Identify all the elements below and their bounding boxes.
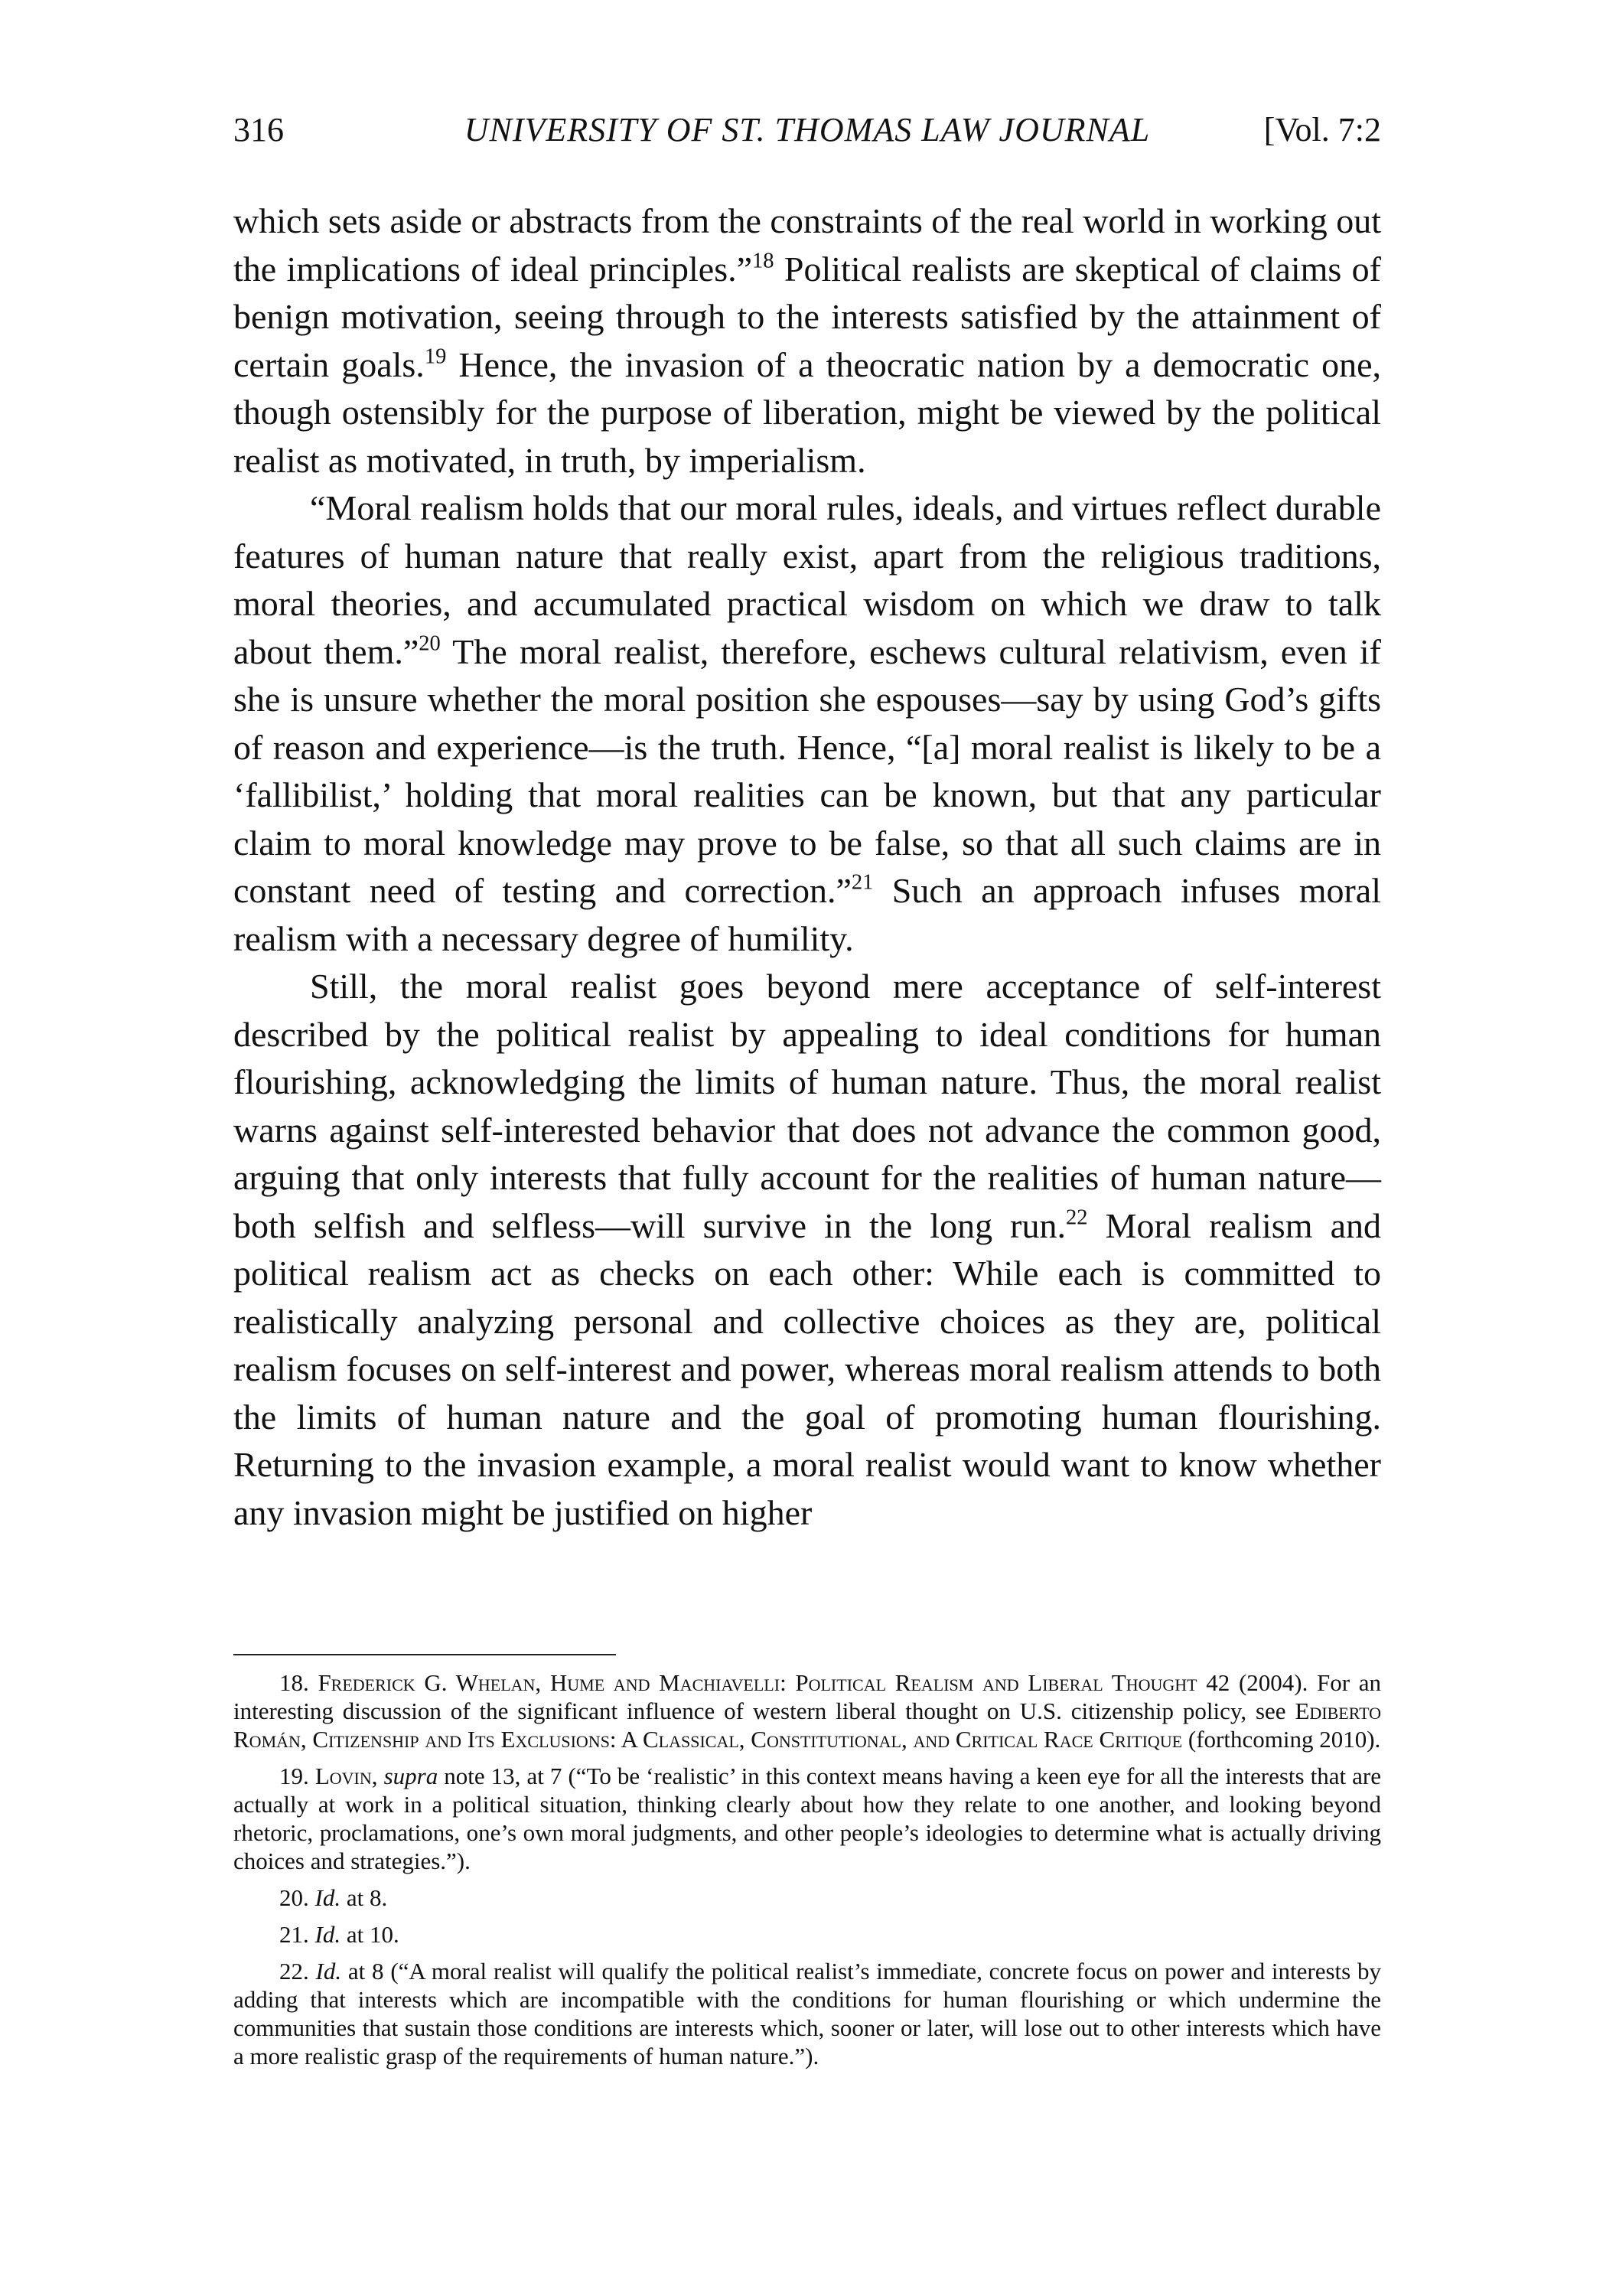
footnote-signal: Id. [314,1921,341,1948]
paragraph-text: The moral realist, therefore, eschews cultural relativism, even if she is unsure whether the moral position she espouses—say by using God’s gifts of reason and experience—is the truth. Hence, “[a] moral realist is likely to be a ‘fallibilist,’ holding that moral realities can be known, but that any particular claim to moral knowledge may prove to be false, so that all such claims are in constant need of testing and correction.” [233,631,1381,910]
footnote-punct: , [535,1669,550,1696]
footnote-author: Ediberto Román [233,1698,1381,1753]
footnotes [233,1668,1381,2079]
volume-label: [Vol. 7:2 [1263,111,1381,148]
paragraph-text: Hence, the invasion of a theocratic nation by a democratic one, though ostensibly for the purpose of liberation, might be viewed by the political realist as motivated, in truth, by imperialism. [233,344,1381,480]
paragraph-text: Moral realism and political realism act as checks on each other: While each is committed to realistically analyzing personal and collective choices as they are, political realism focuses on self-interest and power, whereas moral realism attends to both the limits of human nature and the goal of promoting human flourishing. Returning to the invasion example, a moral realist would want to know whether any invasion might be justified on higher [233,1205,1381,1532]
footnote-19 [233,1762,1381,1875]
journal-title: UNIVERSITY OF ST. THOMAS LAW JOURNAL [464,111,1151,148]
footnote-divider [233,1654,616,1655]
footnote-number: 19. [279,1763,309,1789]
footnote-number: 21. [279,1921,309,1948]
running-header [233,107,1381,153]
footnote-number: 18. [279,1669,309,1696]
footnote-punct: , [371,1763,384,1789]
footnote-text: 42 (2004). For an interesting discussion of the significant influence of western liberal thought on U.S. citizenship policy, see [233,1669,1382,1724]
paragraph-text: Such an approach infuses moral realism with a necessary degree of humility. [233,871,1381,958]
footnote-signal: Id. [314,1884,341,1911]
footnote-ref: 18 [752,248,774,272]
footnote-author: Lovin [314,1763,372,1789]
footnote-text: at 8 (“A moral realist will qualify the political realist’s immediate, concrete focus on power and interests by adding that interests which are incompatible with the conditions for human flourishing or which undermine the communities that sustain those conditions are interests which, sooner or later, will lose out to other interests which have a more realistic grasp of the requirements of human nature.”). [233,1958,1381,2069]
page-number: 316 [233,111,284,148]
footnote-text: note 13, at 7 (“To be ‘realistic’ in this context means having a keen eye for all the interests that are actually at work in a political situation, thinking clearly about how they relate to one another, and looking beyond rhetoric, proclamations, one’s own moral judgments, and other people’s ideologies to determine what is actually driving choices and strategies.”). [233,1763,1382,1874]
footnote-ref: 19 [424,344,447,368]
footnote-number: 20. [279,1884,309,1911]
paragraph-3 [233,963,1381,1537]
footnote-ref: 22 [1065,1205,1088,1229]
footnote-ref: 21 [851,870,874,895]
footnote-title: Citizenship and Its Exclusions: A Classical, Constitutional, and Critical Race Critique [312,1726,1183,1753]
footnote-22 [233,1957,1381,2070]
footnote-20 [233,1883,1381,1912]
paragraph-2 [233,484,1381,963]
paragraph-text: which sets aside or abstracts from the constraints of the real world in working out the implications of ideal principles.” [233,201,1381,289]
paragraph-text: “Moral realism holds that our moral rules, ideals, and virtues reflect durable features of human nature that really exist, apart from the religious traditions, moral theories, and accumulated practical wisdom on which we draw to talk about them.” [233,488,1381,671]
footnote-ref: 20 [419,631,441,655]
footnote-18 [233,1668,1381,1753]
footnote-text: at 10. [340,1921,399,1948]
footnote-number: 22. [279,1958,309,1985]
footnote-punct: , [300,1726,313,1753]
footnote-author: Frederick G. Whelan [318,1669,536,1696]
paragraph-1 [233,197,1381,484]
paragraph-text: Still, the moral realist goes beyond mere acceptance of self-interest described by the political realist by appealing to ideal conditions for human flourishing, acknowledging the limits of human nature. Thus, the moral realist warns against self-interested behavior that does not advance the common good, arguing that only interests that fully account for the realities of human nature—both selfish and selfless—will survive in the long run. [233,967,1381,1245]
footnote-text: at 8. [340,1884,388,1911]
body-text [233,197,1381,1537]
paragraph-text: Political realists are skeptical of claims of benign motivation, seeing through to the interests satisfied by the attainment of certain goals. [233,249,1381,384]
footnote-title: Hume and Machiavelli: Political Realism and Liberal Thought [549,1669,1197,1696]
footnote-21 [233,1920,1381,1949]
footnote-text: (forthcoming 2010). [1182,1726,1381,1753]
footnote-signal: Id. [315,1958,342,1985]
footnote-signal: supra [383,1763,438,1789]
